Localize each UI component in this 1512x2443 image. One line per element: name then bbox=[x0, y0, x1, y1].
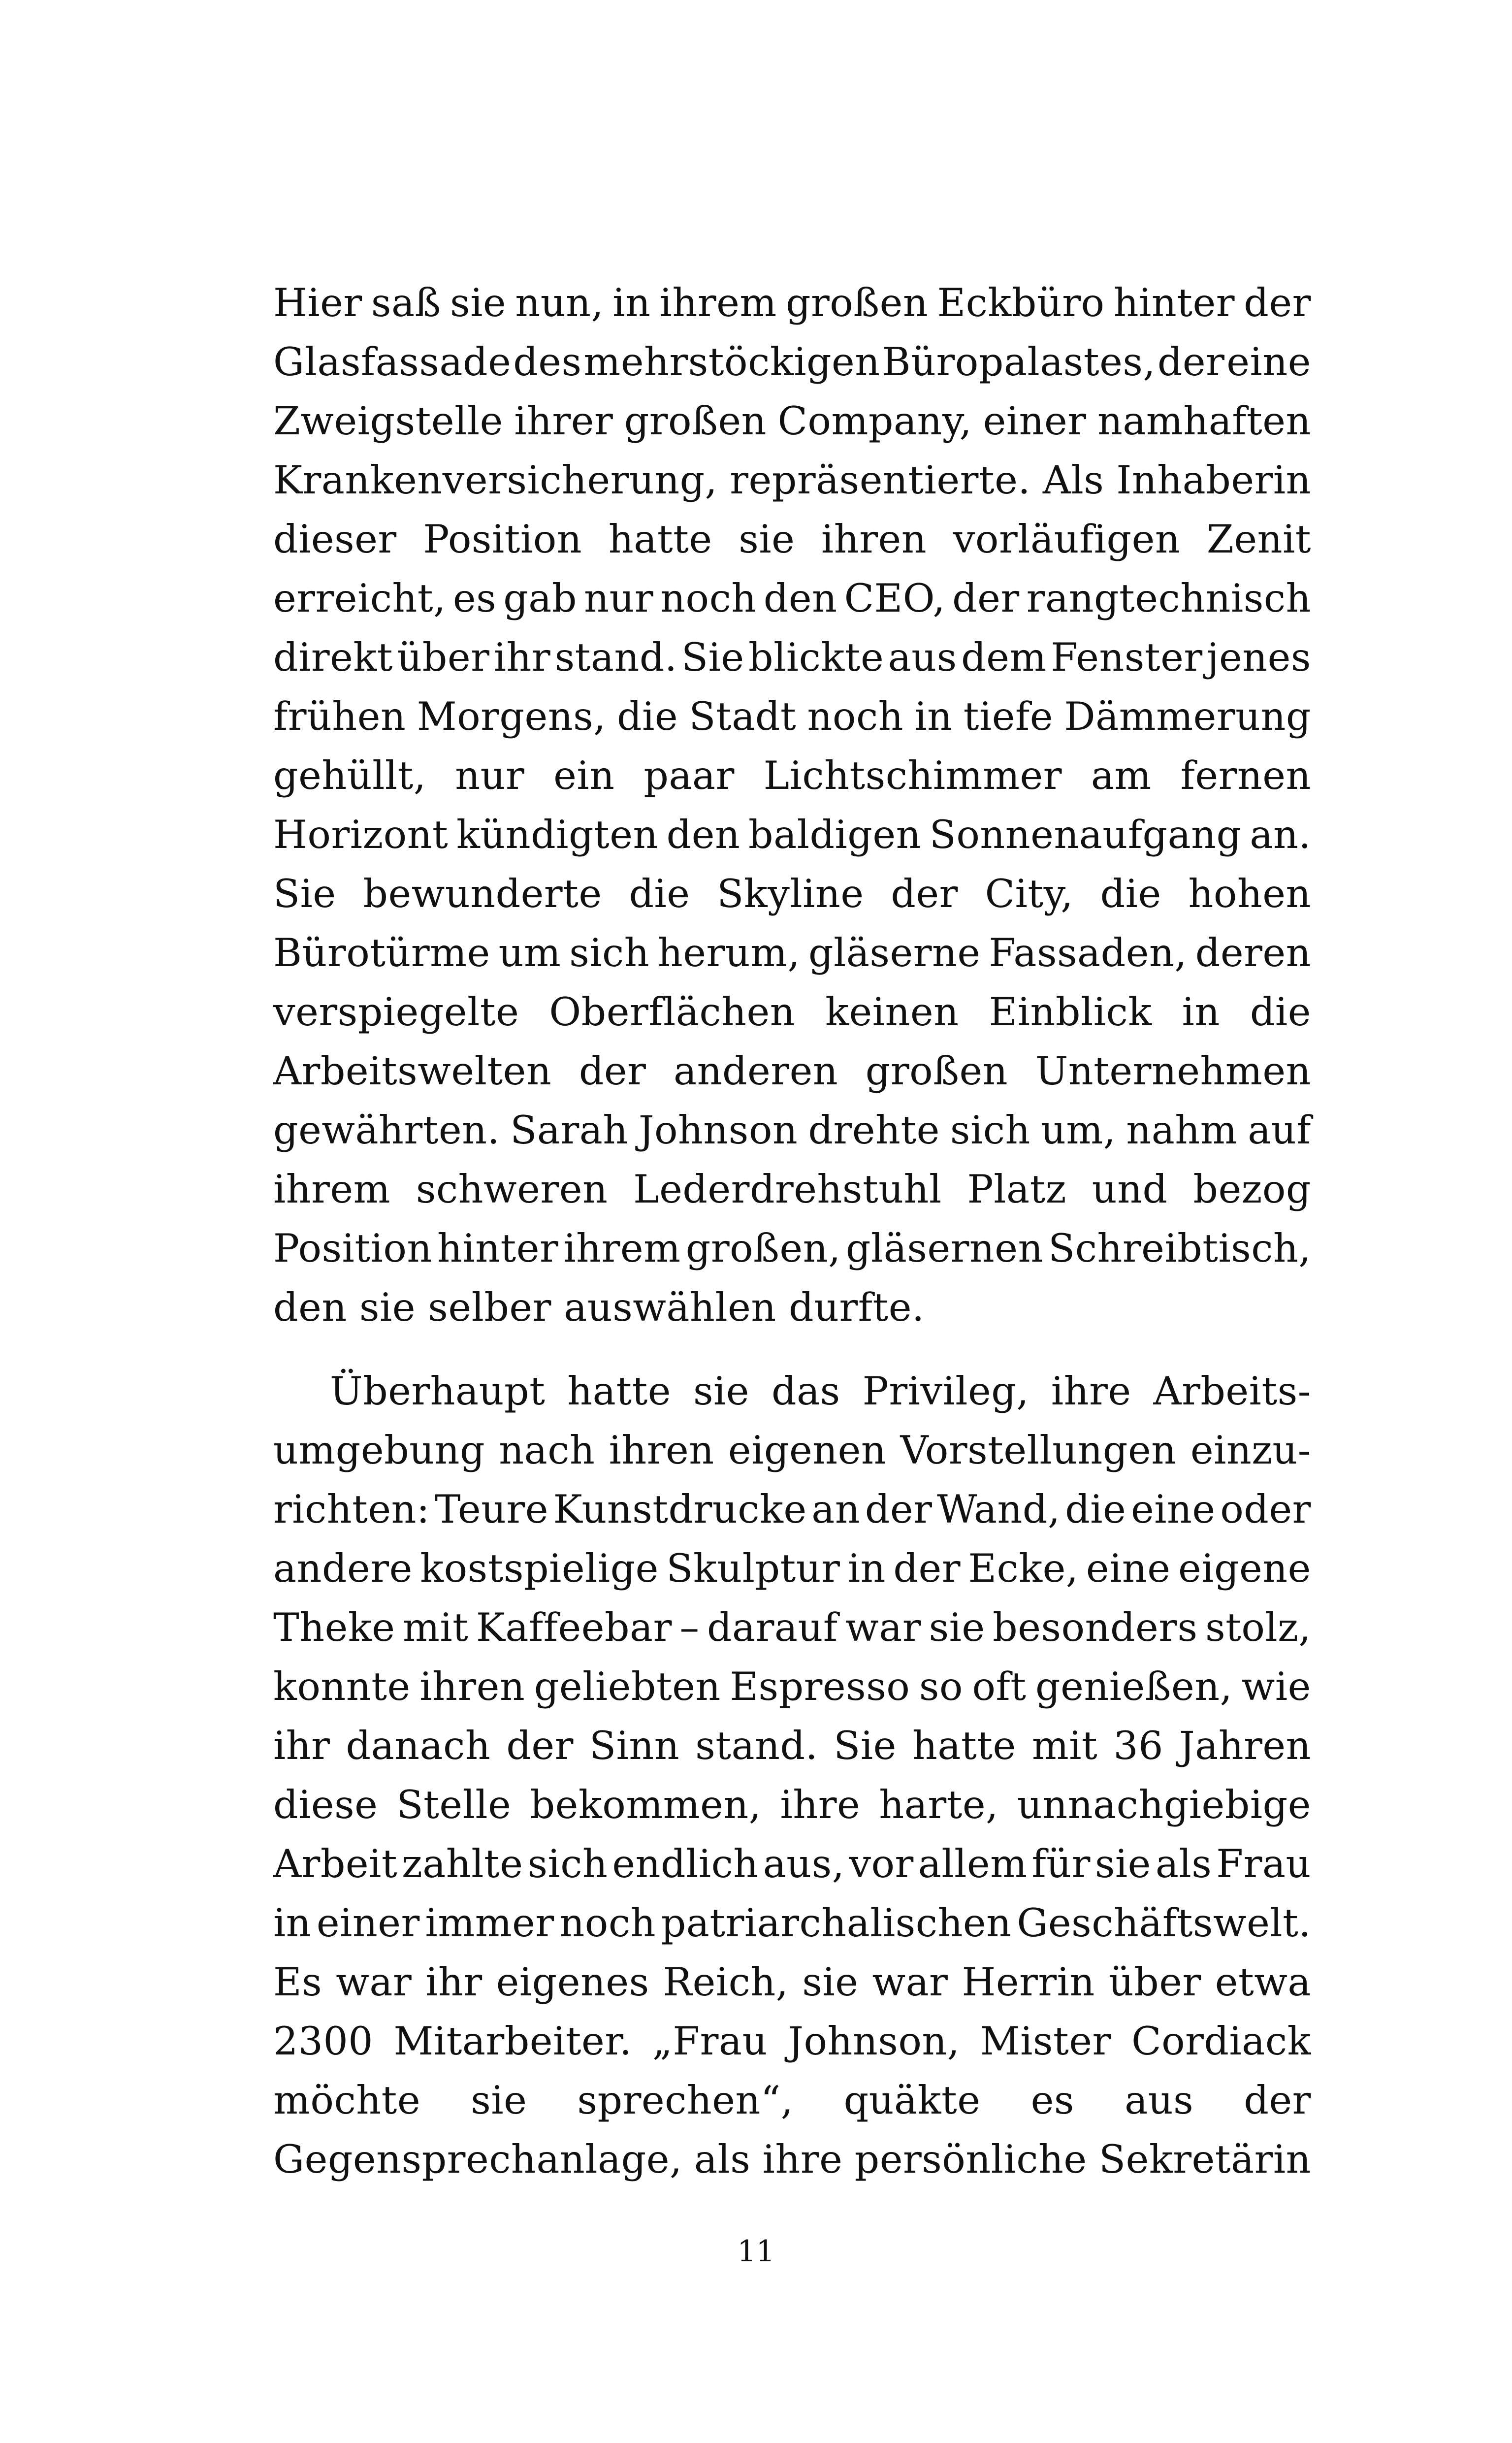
word: es bbox=[1030, 2078, 1074, 2123]
text-line bbox=[273, 1539, 1311, 1598]
word: der bbox=[952, 576, 1020, 621]
word: ihren bbox=[821, 517, 927, 562]
word: eigene bbox=[1178, 1546, 1311, 1591]
word: direkt bbox=[273, 635, 393, 680]
word: namhaften bbox=[1097, 398, 1311, 444]
word: stand. bbox=[554, 635, 677, 680]
word: konnte bbox=[273, 1664, 411, 1709]
word: Mister bbox=[980, 2019, 1111, 2064]
word: verspiegelte bbox=[273, 989, 519, 1035]
word: Sie bbox=[273, 871, 336, 916]
word: diese bbox=[273, 1782, 378, 1827]
word: Sekretärin bbox=[1098, 2137, 1311, 2182]
word: Gegensprechanlage, bbox=[273, 2137, 682, 2182]
word: der bbox=[1157, 339, 1225, 385]
word: Stadt bbox=[689, 694, 797, 739]
word: Theke bbox=[273, 1605, 395, 1650]
word: Wand, bbox=[937, 1487, 1061, 1532]
word: sie bbox=[1094, 1841, 1151, 1887]
word: herum, bbox=[657, 930, 801, 976]
word: erreicht, bbox=[273, 576, 446, 621]
word: stolz, bbox=[1205, 1605, 1311, 1650]
word: tiefe bbox=[963, 694, 1054, 739]
word: hatte bbox=[912, 1723, 1016, 1768]
word: bekommen, bbox=[530, 1782, 762, 1827]
word: gab bbox=[503, 576, 577, 621]
word: bezog bbox=[1193, 1167, 1311, 1212]
word: die bbox=[1065, 1487, 1126, 1532]
paragraph-2 bbox=[273, 1362, 1311, 2189]
text-line bbox=[273, 1893, 1311, 1953]
word: vor bbox=[849, 1841, 914, 1887]
text-line bbox=[273, 1362, 1311, 1421]
word: nun, bbox=[515, 280, 604, 326]
word: Cordiack bbox=[1131, 2019, 1311, 2064]
word: hatte bbox=[608, 517, 712, 562]
word: um bbox=[498, 930, 561, 976]
word: möchte bbox=[273, 2078, 421, 2123]
word: bewunderte bbox=[363, 871, 602, 916]
word: Frau bbox=[1216, 1841, 1311, 1887]
word: Lederdrehstuhl bbox=[633, 1167, 942, 1212]
word: in bbox=[1182, 989, 1220, 1035]
word: ihrem bbox=[273, 1167, 391, 1212]
word: nur bbox=[455, 753, 525, 798]
word: mehrstöckigen bbox=[583, 339, 880, 385]
word: baldigen bbox=[748, 812, 922, 857]
word: einer bbox=[983, 398, 1087, 444]
text-line bbox=[273, 391, 1311, 451]
word: Platz bbox=[967, 1167, 1066, 1212]
word: Teure bbox=[434, 1487, 549, 1532]
word: den bbox=[273, 1285, 347, 1330]
text-line bbox=[273, 1657, 1311, 1716]
text-line bbox=[273, 1278, 1311, 1337]
word: jenes bbox=[1207, 635, 1311, 680]
word: als bbox=[694, 2137, 751, 2182]
word: Arbeits- bbox=[1153, 1368, 1311, 1414]
word: frühen bbox=[273, 694, 406, 739]
word: hohen bbox=[1188, 871, 1311, 916]
word: nach bbox=[499, 1428, 595, 1473]
text-line bbox=[273, 569, 1311, 628]
word: war bbox=[336, 1959, 412, 2005]
word: etwa bbox=[1215, 1959, 1311, 2005]
word: sie bbox=[471, 2078, 527, 2123]
word: Company, bbox=[777, 398, 972, 444]
word: Sie bbox=[681, 635, 744, 680]
word: keinen bbox=[825, 989, 959, 1035]
word: harte, bbox=[879, 1782, 998, 1827]
word: ihrer bbox=[514, 398, 613, 444]
word: endlich bbox=[612, 1841, 759, 1887]
word: Morgens, bbox=[417, 694, 606, 739]
word: und bbox=[1092, 1167, 1168, 1212]
word: ihre bbox=[780, 1782, 861, 1827]
word: hinter bbox=[437, 1226, 559, 1271]
word: ihrem bbox=[659, 280, 777, 326]
word: Glasfassade bbox=[273, 339, 512, 385]
word: der bbox=[893, 1546, 961, 1591]
word: City, bbox=[985, 871, 1073, 916]
word: Privileg, bbox=[862, 1368, 1029, 1414]
word: der bbox=[865, 1487, 933, 1532]
word: über bbox=[1108, 1959, 1201, 2005]
text-line bbox=[273, 805, 1311, 864]
text-line bbox=[273, 2012, 1311, 2071]
word: geliebten bbox=[534, 1664, 721, 1709]
word: richten: bbox=[273, 1487, 430, 1532]
word: kündigten bbox=[456, 812, 658, 857]
word: an bbox=[811, 1487, 861, 1532]
word: anderen bbox=[674, 1048, 838, 1094]
word: es bbox=[452, 576, 497, 621]
word: Büropalastes, bbox=[882, 339, 1156, 385]
word: Position bbox=[423, 517, 582, 562]
paragraph-1 bbox=[273, 273, 1311, 1337]
word: über bbox=[397, 635, 490, 680]
text-line bbox=[273, 923, 1311, 982]
word: noch bbox=[660, 576, 757, 621]
word: auf bbox=[1248, 1107, 1311, 1153]
word: Kaffeebar bbox=[476, 1605, 672, 1650]
word: besonders bbox=[993, 1605, 1198, 1650]
text-line bbox=[273, 1219, 1311, 1278]
word: sie bbox=[693, 1368, 750, 1414]
word: Johnson bbox=[638, 1107, 798, 1153]
word: die bbox=[629, 871, 690, 916]
word: Ecke, bbox=[968, 1546, 1079, 1591]
body-text bbox=[273, 273, 1311, 2189]
word: Überhaupt bbox=[330, 1368, 546, 1414]
word: an. bbox=[1250, 812, 1311, 857]
word: am bbox=[1091, 753, 1152, 798]
word: Sonnenaufgang bbox=[929, 812, 1242, 857]
word: selber bbox=[428, 1285, 551, 1330]
word: Krankenversicherung, bbox=[273, 457, 718, 503]
word: blickte bbox=[748, 635, 884, 680]
word: unnachgiebige bbox=[1017, 1782, 1311, 1827]
word: in bbox=[273, 1900, 312, 1946]
word: großen bbox=[785, 280, 929, 326]
text-line bbox=[273, 2130, 1311, 2189]
word: ihre bbox=[762, 2137, 843, 2182]
word: gehüllt, bbox=[273, 753, 426, 798]
word: patriarchalischen bbox=[661, 1900, 1012, 1946]
word: die bbox=[617, 694, 678, 739]
text-line bbox=[273, 1598, 1311, 1657]
word: paar bbox=[643, 753, 735, 798]
word: 36 bbox=[1113, 1723, 1163, 1768]
word: Geschäftswelt. bbox=[1017, 1900, 1311, 1946]
word: Oberflächen bbox=[549, 989, 796, 1035]
word: darauf bbox=[707, 1605, 838, 1650]
word: Jahren bbox=[1179, 1723, 1311, 1768]
word: aus, bbox=[763, 1841, 845, 1887]
word: Arbeit bbox=[273, 1841, 398, 1887]
text-line bbox=[273, 687, 1311, 746]
word: quäkte bbox=[843, 2078, 981, 2123]
word: umgebung bbox=[273, 1428, 485, 1473]
word: mit bbox=[1031, 1723, 1098, 1768]
word: Zweigstelle bbox=[273, 398, 503, 444]
word: Vorstellungen bbox=[900, 1428, 1177, 1473]
word: die bbox=[1100, 871, 1161, 916]
word: eigenes bbox=[496, 1959, 649, 2005]
word: Reich, bbox=[663, 1959, 789, 2005]
word: genießen, bbox=[1035, 1664, 1233, 1709]
word: rangtechnisch bbox=[1026, 576, 1311, 621]
word: Horizont bbox=[273, 812, 449, 857]
text-line bbox=[273, 1042, 1311, 1101]
text-line bbox=[273, 1421, 1311, 1480]
text-line bbox=[273, 982, 1311, 1042]
word: allem bbox=[918, 1841, 1028, 1887]
word: eine bbox=[1086, 1546, 1171, 1591]
word: war bbox=[872, 1959, 948, 2005]
word: ein bbox=[553, 753, 615, 798]
page-number: 11 bbox=[737, 2234, 775, 2269]
word: zahlte bbox=[402, 1841, 523, 1887]
word: das bbox=[772, 1368, 840, 1414]
word: Skulptur bbox=[666, 1546, 840, 1591]
text-line bbox=[273, 1101, 1311, 1160]
word: der bbox=[579, 1048, 646, 1094]
word: sprechen“, bbox=[577, 2078, 794, 2123]
word: einer bbox=[316, 1900, 420, 1946]
word: Inhaberin bbox=[1116, 457, 1311, 503]
word: saß bbox=[371, 280, 441, 326]
word: Zenit bbox=[1206, 517, 1311, 562]
word: „Frau bbox=[652, 2019, 768, 2064]
word: danach bbox=[346, 1723, 491, 1768]
text-line bbox=[273, 864, 1311, 923]
word: nahm bbox=[1126, 1107, 1238, 1153]
word: der bbox=[506, 1723, 574, 1768]
word: ihr bbox=[425, 1959, 483, 2005]
word: wie bbox=[1241, 1664, 1311, 1709]
word: Fassaden, bbox=[989, 930, 1187, 976]
word: sie bbox=[929, 1605, 985, 1650]
word: hinter bbox=[1113, 280, 1235, 326]
word: Unternehmen bbox=[1035, 1048, 1311, 1094]
word: mit bbox=[402, 1605, 469, 1650]
text-line bbox=[273, 1160, 1311, 1219]
word: Es bbox=[273, 1959, 322, 2005]
text-line bbox=[273, 1834, 1311, 1893]
word: der bbox=[1244, 280, 1311, 326]
word: so bbox=[919, 1664, 963, 1709]
word: Arbeitswelten bbox=[273, 1048, 552, 1094]
word: deren bbox=[1195, 930, 1311, 976]
word: in bbox=[847, 1546, 886, 1591]
word: ihren bbox=[609, 1428, 714, 1473]
word: aus bbox=[1125, 2078, 1194, 2123]
word: Herrin bbox=[962, 1959, 1095, 2005]
text-line bbox=[273, 510, 1311, 569]
word: stand. bbox=[695, 1723, 818, 1768]
word: vorläufigen bbox=[953, 517, 1181, 562]
word: Espresso bbox=[730, 1664, 910, 1709]
word: einzu- bbox=[1190, 1428, 1311, 1473]
text-line bbox=[273, 628, 1311, 687]
word: schweren bbox=[416, 1167, 608, 1212]
word: Sie bbox=[834, 1723, 897, 1768]
word: nur bbox=[584, 576, 654, 621]
text-line bbox=[273, 1716, 1311, 1775]
word: dieser bbox=[273, 517, 397, 562]
text-line bbox=[273, 451, 1311, 510]
word: CEO, bbox=[844, 576, 945, 621]
word: des bbox=[513, 339, 582, 385]
word: – bbox=[679, 1605, 700, 1650]
word: den bbox=[666, 812, 740, 857]
indented-word bbox=[273, 1362, 545, 1421]
word: ihre bbox=[1051, 1368, 1131, 1414]
word: großen bbox=[624, 398, 767, 444]
word: Kunstdrucke bbox=[553, 1487, 807, 1532]
word: sie bbox=[739, 517, 795, 562]
word: großen, bbox=[685, 1226, 841, 1271]
word: als bbox=[1155, 1841, 1212, 1887]
word: Position bbox=[273, 1226, 432, 1271]
word: aus bbox=[888, 635, 957, 680]
word: ihr bbox=[493, 635, 551, 680]
word: Dämmerung bbox=[1064, 694, 1311, 739]
text-line bbox=[273, 1953, 1311, 2012]
word: Einblick bbox=[989, 989, 1152, 1035]
word: Mitarbeiter. bbox=[393, 2019, 632, 2064]
word: gläsernen bbox=[845, 1226, 1043, 1271]
word: für bbox=[1031, 1841, 1091, 1887]
word: dem bbox=[961, 635, 1047, 680]
word: oft bbox=[972, 1664, 1027, 1709]
word: kostspielige bbox=[420, 1546, 659, 1591]
word: gewährten. bbox=[273, 1107, 500, 1153]
word: sie bbox=[802, 1959, 859, 2005]
text-line bbox=[273, 746, 1311, 805]
word: den bbox=[763, 576, 837, 621]
word: Als bbox=[1042, 457, 1104, 503]
word: war bbox=[845, 1605, 922, 1650]
word: Lichtschimmer bbox=[763, 753, 1062, 798]
word: um, bbox=[1040, 1107, 1116, 1153]
paragraph-spacer bbox=[273, 1337, 1311, 1362]
word: immer bbox=[425, 1900, 554, 1946]
word: sich bbox=[950, 1107, 1030, 1153]
word: Stelle bbox=[396, 1782, 512, 1827]
word: eine bbox=[1226, 339, 1311, 385]
word: drehte bbox=[808, 1107, 940, 1153]
word: Sinn bbox=[589, 1723, 680, 1768]
word: Fenster bbox=[1051, 635, 1203, 680]
word: der bbox=[891, 871, 958, 916]
text-line bbox=[273, 2071, 1311, 2130]
text-line bbox=[273, 1480, 1311, 1539]
text-line bbox=[273, 273, 1311, 332]
word: 2300 bbox=[273, 2019, 374, 2064]
word: Skyline bbox=[717, 871, 864, 916]
word: die bbox=[1250, 989, 1311, 1035]
word: sich bbox=[527, 1841, 608, 1887]
word: noch bbox=[559, 1900, 656, 1946]
word: Hier bbox=[273, 280, 362, 326]
word: durfte. bbox=[789, 1285, 925, 1330]
word: ihr bbox=[273, 1723, 330, 1768]
word: noch bbox=[807, 694, 904, 739]
word: in bbox=[914, 694, 953, 739]
word: hatte bbox=[567, 1368, 672, 1414]
word: ihrem bbox=[563, 1226, 681, 1271]
word: der bbox=[1244, 2078, 1311, 2123]
word: Johnson, bbox=[788, 2019, 960, 2064]
word: sie bbox=[359, 1285, 416, 1330]
word: persönliche bbox=[854, 2137, 1087, 2182]
word: Sarah bbox=[510, 1107, 628, 1153]
word: Eckbüro bbox=[937, 280, 1105, 326]
word: gläserne bbox=[808, 930, 981, 976]
word: auswählen bbox=[564, 1285, 776, 1330]
word: fernen bbox=[1180, 753, 1311, 798]
word: eigenen bbox=[728, 1428, 887, 1473]
text-line bbox=[273, 332, 1311, 391]
word: ihren bbox=[419, 1664, 525, 1709]
word: eine bbox=[1130, 1487, 1216, 1532]
word: in bbox=[612, 280, 651, 326]
word: oder bbox=[1220, 1487, 1311, 1532]
word: sich bbox=[569, 930, 650, 976]
word: sie bbox=[450, 280, 507, 326]
text-line bbox=[273, 1775, 1311, 1834]
word: Bürotürme bbox=[273, 930, 490, 976]
word: großen bbox=[865, 1048, 1008, 1094]
word: Schreibtisch, bbox=[1048, 1226, 1311, 1271]
word: repräsentierte. bbox=[730, 457, 1030, 503]
word: andere bbox=[273, 1546, 413, 1591]
